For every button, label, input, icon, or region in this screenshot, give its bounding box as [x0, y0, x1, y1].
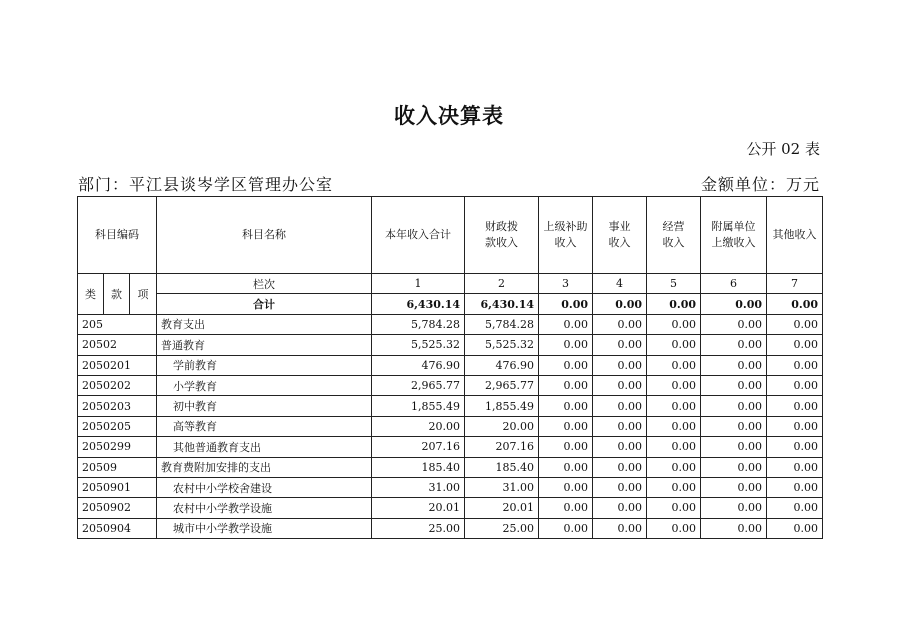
row-value: 0.00: [767, 518, 823, 538]
table-row: [78, 375, 823, 395]
row-name: 普通教育: [157, 335, 372, 355]
row-name: 农村中小学校舍建设: [157, 477, 372, 497]
row-value: 20.00: [465, 416, 539, 436]
total-label: 合计: [157, 294, 372, 314]
total-value: 6,430.14: [372, 294, 465, 314]
row-value: 0.00: [593, 498, 647, 518]
header-name: 科目名称: [157, 197, 372, 274]
row-value: 0.00: [539, 396, 593, 416]
row-name: 农村中小学教学设施: [157, 498, 372, 518]
row-value: 0.00: [647, 355, 701, 375]
row-value: 207.16: [465, 437, 539, 457]
total-value: 6,430.14: [465, 294, 539, 314]
row-value: 0.00: [647, 518, 701, 538]
department-label: 部门：平江县谈岑学区管理办公室: [78, 175, 334, 194]
row-value: 0.00: [647, 335, 701, 355]
row-value: 5,784.28: [372, 314, 465, 334]
row-value: 0.00: [767, 457, 823, 477]
row-value: 0.00: [701, 498, 767, 518]
row-value: 25.00: [465, 518, 539, 538]
row-value: 0.00: [767, 335, 823, 355]
row-value: 5,784.28: [465, 314, 539, 334]
row-name: 其他普通教育支出: [157, 437, 372, 457]
table-row: [78, 498, 823, 518]
row-value: 0.00: [539, 498, 593, 518]
total-value: 0.00: [647, 294, 701, 314]
row-value: 0.00: [647, 314, 701, 334]
row-value: 0.00: [593, 335, 647, 355]
row-code: 20509: [78, 457, 157, 477]
row-value: 0.00: [539, 477, 593, 497]
row-value: 0.00: [647, 416, 701, 436]
row-value: 0.00: [593, 416, 647, 436]
row-value: 31.00: [465, 477, 539, 497]
header-c4: 事业收入: [593, 197, 647, 274]
row-code: 2050201: [78, 355, 157, 375]
sub-header-xiang: 项: [130, 274, 157, 315]
lanci-label: 栏次: [157, 274, 372, 294]
total-value: 0.00: [539, 294, 593, 314]
row-value: 0.00: [767, 437, 823, 457]
row-value: 0.00: [539, 457, 593, 477]
row-value: 0.00: [539, 314, 593, 334]
row-name: 学前教育: [157, 355, 372, 375]
row-value: 0.00: [647, 437, 701, 457]
header-c5: 经营收入: [647, 197, 701, 274]
row-value: 0.00: [539, 355, 593, 375]
row-code: 2050205: [78, 416, 157, 436]
row-value: 20.01: [465, 498, 539, 518]
header-c7: 其他收入: [767, 197, 823, 274]
column-number-row: [78, 274, 823, 294]
form-number: 公开 02 表: [746, 140, 820, 158]
header-c1: 本年收入合计: [372, 197, 465, 274]
table-row: [78, 457, 823, 477]
row-value: 0.00: [593, 396, 647, 416]
sub-header-lei: 类: [78, 274, 104, 315]
row-name: 教育费附加安排的支出: [157, 457, 372, 477]
row-value: 0.00: [701, 335, 767, 355]
row-value: 0.00: [539, 375, 593, 395]
income-table: [77, 196, 823, 539]
row-value: 0.00: [701, 437, 767, 457]
row-value: 2,965.77: [372, 375, 465, 395]
row-value: 207.16: [372, 437, 465, 457]
row-value: 0.00: [647, 396, 701, 416]
unit-label: 金额单位：万元: [700, 175, 820, 194]
header-c2: 财政拨款收入: [465, 197, 539, 274]
col-num: 7: [767, 274, 823, 294]
row-value: 0.00: [539, 518, 593, 538]
sub-header-kuan: 款: [104, 274, 130, 315]
row-value: 0.00: [593, 437, 647, 457]
row-value: 185.40: [372, 457, 465, 477]
header-row: [78, 197, 823, 274]
row-value: 0.00: [593, 375, 647, 395]
row-value: 0.00: [767, 314, 823, 334]
row-value: 0.00: [647, 498, 701, 518]
row-code: 20502: [78, 335, 157, 355]
header-code: 科目编码: [78, 197, 157, 274]
row-name: 教育支出: [157, 314, 372, 334]
row-value: 0.00: [593, 355, 647, 375]
row-value: 185.40: [465, 457, 539, 477]
row-value: 0.00: [701, 416, 767, 436]
col-num: 3: [539, 274, 593, 294]
table-row: [78, 396, 823, 416]
row-value: 25.00: [372, 518, 465, 538]
row-value: 0.00: [701, 355, 767, 375]
row-value: 1,855.49: [465, 396, 539, 416]
row-value: 0.00: [593, 314, 647, 334]
row-value: 20.01: [372, 498, 465, 518]
table-row: [78, 416, 823, 436]
row-name: 城市中小学教学设施: [157, 518, 372, 538]
total-value: 0.00: [701, 294, 767, 314]
row-value: 5,525.32: [465, 335, 539, 355]
row-code: 2050904: [78, 518, 157, 538]
row-value: 476.90: [372, 355, 465, 375]
row-value: 0.00: [767, 498, 823, 518]
row-code: 2050299: [78, 437, 157, 457]
total-row: [78, 294, 823, 314]
total-value: 0.00: [593, 294, 647, 314]
row-value: 0.00: [647, 457, 701, 477]
row-value: 20.00: [372, 416, 465, 436]
row-value: 0.00: [647, 477, 701, 497]
row-value: 0.00: [701, 518, 767, 538]
table-row: [78, 518, 823, 538]
row-value: 5,525.32: [372, 335, 465, 355]
row-value: 0.00: [539, 416, 593, 436]
col-num: 2: [465, 274, 539, 294]
row-value: 0.00: [539, 437, 593, 457]
page-title: 收入决算表: [394, 104, 504, 128]
col-num: 5: [647, 274, 701, 294]
row-value: 0.00: [647, 375, 701, 395]
table-row: [78, 355, 823, 375]
total-value: 0.00: [767, 294, 823, 314]
row-value: 0.00: [767, 375, 823, 395]
row-value: 0.00: [701, 457, 767, 477]
row-value: 0.00: [767, 355, 823, 375]
row-value: 31.00: [372, 477, 465, 497]
row-value: 2,965.77: [465, 375, 539, 395]
row-value: 0.00: [593, 477, 647, 497]
row-value: 0.00: [701, 314, 767, 334]
table-row: [78, 437, 823, 457]
col-num: 6: [701, 274, 767, 294]
row-value: 0.00: [701, 375, 767, 395]
row-value: 0.00: [701, 477, 767, 497]
row-name: 小学教育: [157, 375, 372, 395]
table-row: [78, 335, 823, 355]
row-value: 0.00: [701, 396, 767, 416]
row-code: 2050902: [78, 498, 157, 518]
table-row: [78, 314, 823, 334]
row-code: 2050203: [78, 396, 157, 416]
col-num: 1: [372, 274, 465, 294]
row-value: 476.90: [465, 355, 539, 375]
row-value: 0.00: [539, 335, 593, 355]
col-num: 4: [593, 274, 647, 294]
row-value: 0.00: [767, 396, 823, 416]
row-value: 1,855.49: [372, 396, 465, 416]
data-body: [78, 314, 823, 538]
row-name: 初中教育: [157, 396, 372, 416]
row-value: 0.00: [593, 457, 647, 477]
header-c6: 附属单位上缴收入: [701, 197, 767, 274]
header-c3: 上级补助收入: [539, 197, 593, 274]
row-code: 205: [78, 314, 157, 334]
row-value: 0.00: [767, 477, 823, 497]
row-name: 高等教育: [157, 416, 372, 436]
row-code: 2050202: [78, 375, 157, 395]
row-value: 0.00: [767, 416, 823, 436]
row-code: 2050901: [78, 477, 157, 497]
table-row: [78, 477, 823, 497]
row-value: 0.00: [593, 518, 647, 538]
